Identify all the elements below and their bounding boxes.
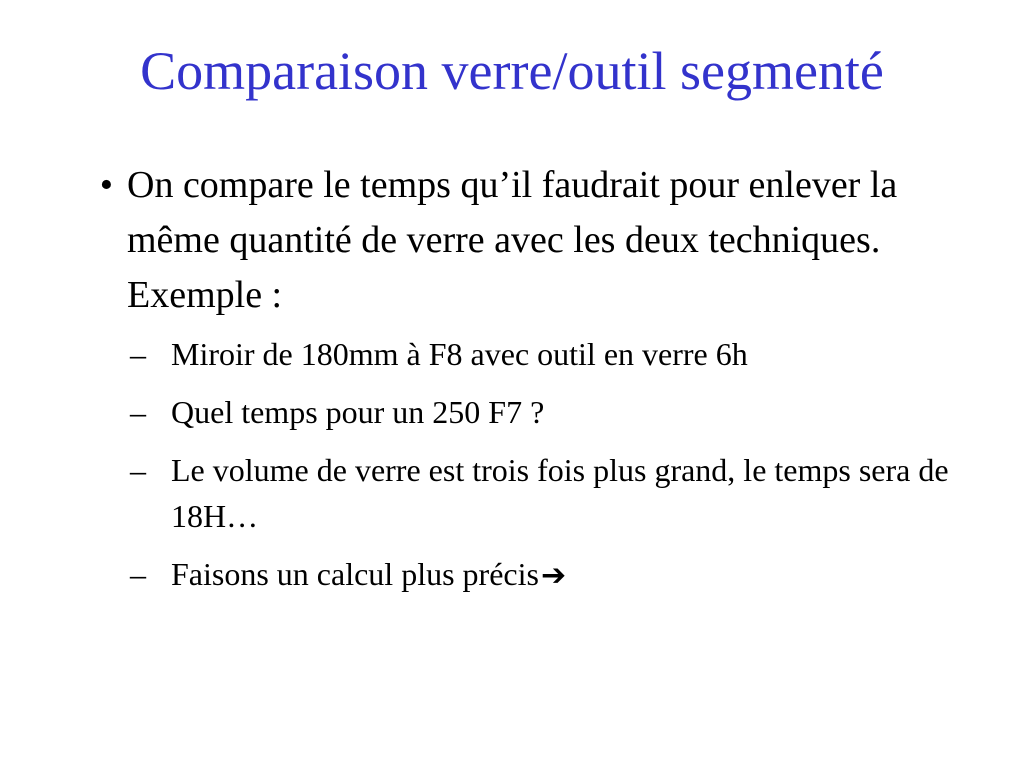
sub-bullet-item bbox=[130, 331, 955, 377]
dash-marker: – bbox=[130, 336, 146, 372]
slide-title: Comparaison verre/outil segmenté bbox=[140, 41, 884, 101]
bullet-text: On compare le temps qu’il faudrait pour enlever la même quantité de verre avec les deux techniques. Exemple : bbox=[127, 164, 898, 316]
sub-bullet-item bbox=[130, 389, 955, 435]
sub-bullet-text: Miroir de 180mm à F8 avec outil en verre 6h bbox=[171, 336, 748, 372]
dash-marker: – bbox=[130, 452, 146, 488]
sub-bullet-list bbox=[130, 331, 955, 599]
dash-marker: – bbox=[130, 394, 146, 430]
sub-bullet-item bbox=[130, 447, 955, 539]
bullet-item bbox=[95, 158, 955, 323]
sub-bullet-item bbox=[130, 551, 955, 599]
sub-bullet-text: Le volume de verre est trois fois plus grand, le temps sera de 18H… bbox=[171, 452, 949, 534]
right-arrow-icon: ➔ bbox=[540, 558, 567, 593]
dash-marker: – bbox=[130, 556, 146, 592]
bullet-marker: • bbox=[99, 164, 113, 206]
slide-content bbox=[95, 158, 955, 611]
sub-bullet-text: Faisons un calcul plus précis bbox=[171, 556, 539, 592]
sub-bullet-text: Quel temps pour un 250 F7 ? bbox=[171, 394, 545, 430]
